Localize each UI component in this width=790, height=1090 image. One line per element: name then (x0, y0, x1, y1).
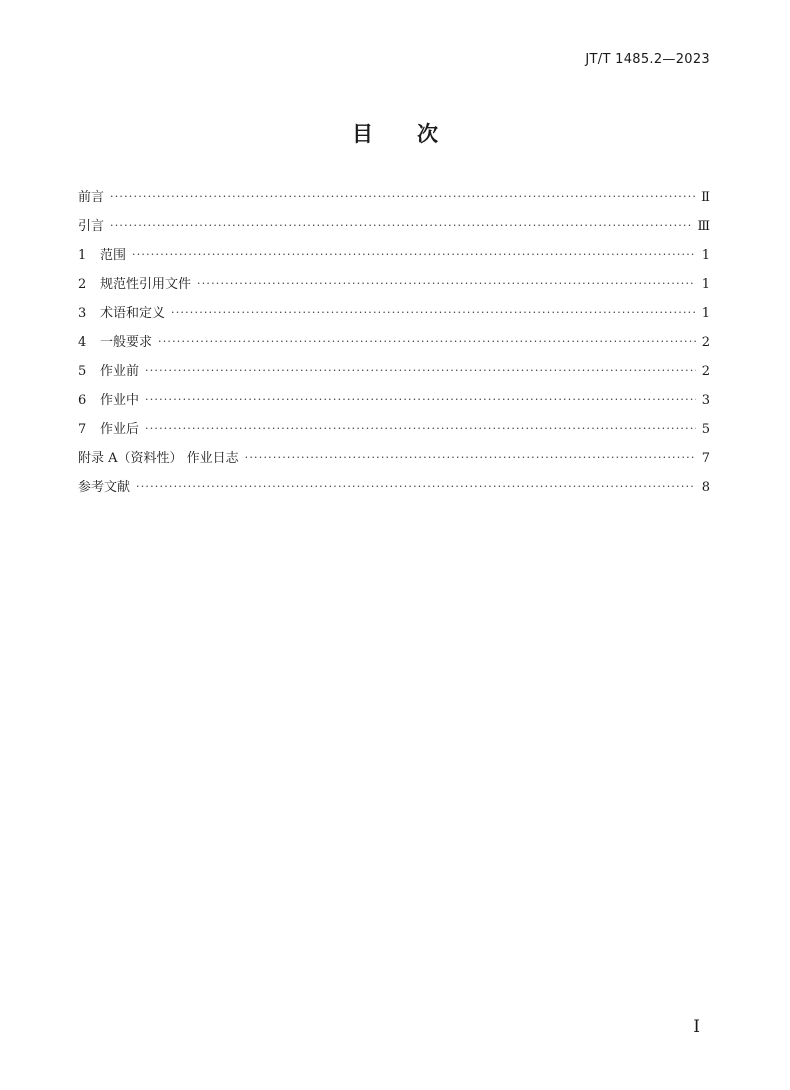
toc-entry-page: 2 (701, 364, 710, 379)
toc-entry-before-operation[interactable] (78, 357, 710, 386)
dot-leader (110, 182, 696, 211)
page-number: I (693, 1017, 700, 1037)
toc-entry-number: 5 (78, 364, 87, 379)
toc-entry-introduction[interactable] (78, 212, 710, 241)
toc-entry-label: 引言 (78, 219, 105, 234)
toc-entry-general-requirements[interactable] (78, 328, 710, 357)
toc-entry-page: Ⅲ (697, 219, 710, 234)
toc-entry-bibliography[interactable] (78, 473, 710, 502)
toc-entry-label: 作业前 (100, 364, 140, 379)
toc-entry-label: 规范性引用文件 (100, 277, 192, 292)
toc-entry-label: 前言 (78, 190, 105, 205)
table-of-contents (78, 183, 710, 502)
toc-entry-number: 3 (78, 306, 87, 321)
page-title: 目次 (352, 122, 482, 146)
document-code: JT/T 1485.2—2023 (585, 52, 710, 67)
toc-entry-appendix-a[interactable] (78, 444, 710, 473)
toc-entry-number: 6 (78, 393, 87, 408)
dot-leader (110, 211, 693, 240)
toc-entry-page: 1 (701, 277, 710, 292)
toc-entry-page: 3 (701, 393, 710, 408)
toc-entry-page: 2 (701, 335, 710, 350)
toc-entry-during-operation[interactable] (78, 386, 710, 415)
toc-entry-number: 4 (78, 335, 87, 350)
toc-entry-label: 术语和定义 (100, 306, 166, 321)
dot-leader (145, 414, 696, 443)
dot-leader (197, 269, 696, 298)
toc-entry-page: 1 (701, 248, 710, 263)
dot-leader (145, 385, 696, 414)
toc-entry-label: 作业中 (100, 393, 140, 408)
toc-entry-page: 8 (701, 480, 710, 495)
dot-leader (158, 327, 696, 356)
toc-entry-page: 7 (701, 451, 710, 466)
dot-leader (132, 240, 696, 269)
toc-entry-label: 作业后 (100, 422, 140, 437)
toc-entry-after-operation[interactable] (78, 415, 710, 444)
toc-entry-page: 1 (701, 306, 710, 321)
toc-entry-label: 一般要求 (100, 335, 153, 350)
toc-entry-number: 2 (78, 277, 87, 292)
toc-entry-label: 参考文献 (78, 480, 131, 495)
dot-leader (245, 443, 696, 472)
toc-entry-number: 1 (78, 248, 87, 263)
toc-entry-number: 7 (78, 422, 87, 437)
toc-entry-preface[interactable] (78, 183, 710, 212)
toc-entry-page: 5 (701, 422, 710, 437)
toc-entry-terms-definitions[interactable] (78, 299, 710, 328)
toc-entry-scope[interactable] (78, 241, 710, 270)
toc-entry-page: Ⅱ (701, 190, 710, 205)
dot-leader (145, 356, 696, 385)
dot-leader (136, 472, 696, 501)
toc-entry-label: 附录 A（资料性） 作业日志 (78, 451, 239, 466)
toc-entry-label: 范围 (100, 248, 127, 263)
dot-leader (171, 298, 696, 327)
toc-entry-normative-references[interactable] (78, 270, 710, 299)
